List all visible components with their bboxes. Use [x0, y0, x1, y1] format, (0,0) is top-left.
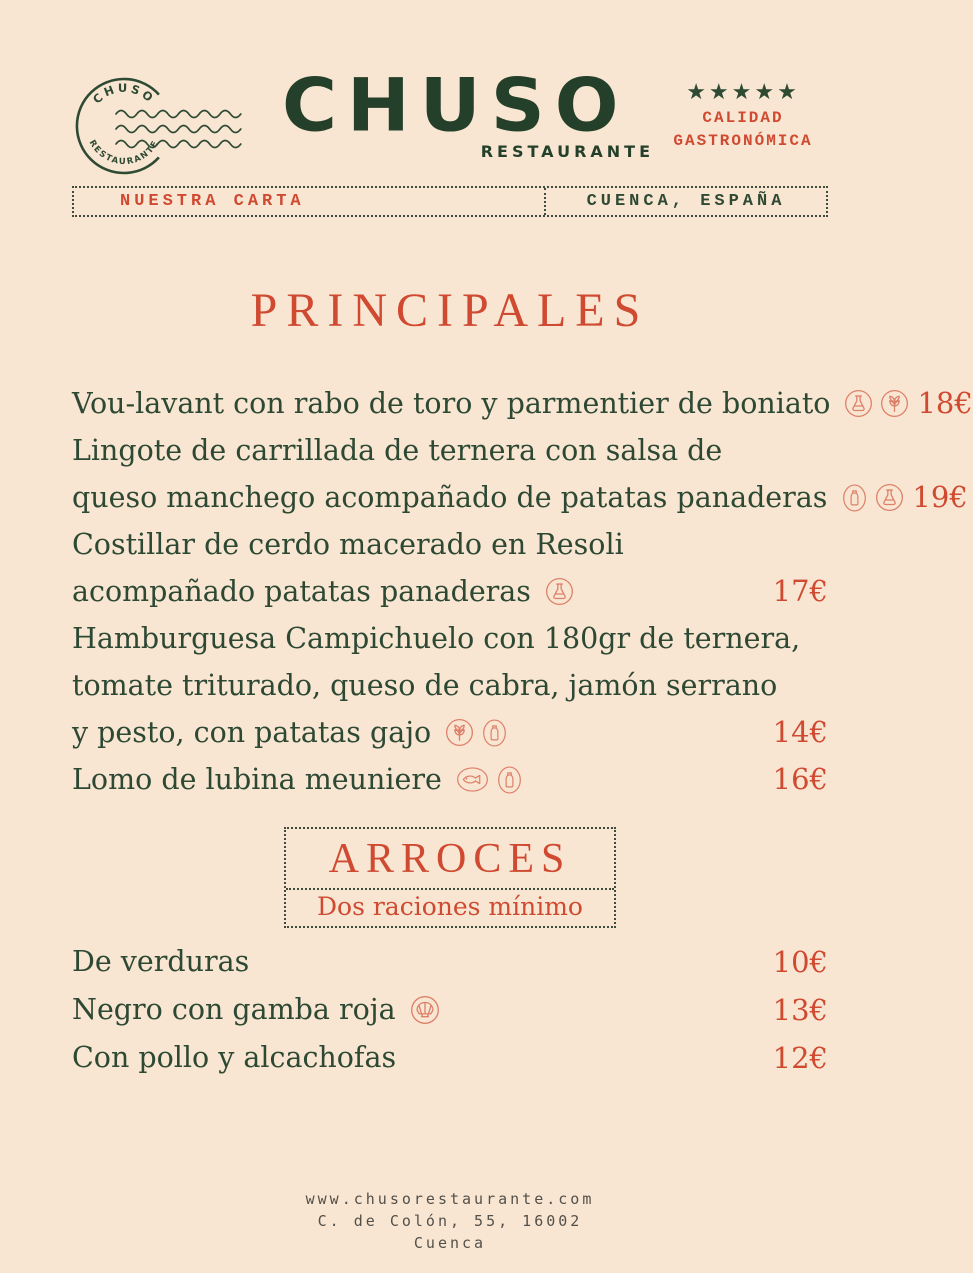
allergen-icons	[545, 577, 574, 606]
svg-text:RESTAURANTE	[87, 138, 162, 167]
menu-item-line	[72, 474, 968, 521]
stamp-waves-icon	[116, 111, 241, 148]
menu-item-line	[72, 521, 828, 568]
menu-item-text: Costillar de cerdo macerado en Resoli	[72, 528, 624, 561]
footer	[72, 1188, 828, 1254]
menu-list-arroces	[72, 938, 828, 1082]
menu-item-text: queso manchego acompañado de patatas panaderas	[72, 481, 828, 514]
header	[72, 0, 828, 186]
menu-item-line	[72, 986, 828, 1034]
menu-item-text: acompañado patatas panaderas	[72, 575, 531, 608]
menu-item-line	[72, 427, 828, 474]
menu-item-price: 18€	[917, 386, 973, 420]
sulfites-flask-icon	[844, 389, 873, 418]
section-title-arroces: ARROCES	[286, 829, 614, 890]
info-bar-right: CUENCA, ESPAÑA	[544, 188, 826, 215]
info-bar	[72, 186, 828, 217]
menu-item-line	[72, 1034, 828, 1082]
allergen-icons	[445, 718, 508, 748]
info-bar-left: NUESTRA CARTA	[120, 192, 305, 211]
mollusc-shell-icon	[410, 995, 440, 1025]
menu-item-text: Vou-lavant con rabo de toro y parmentier de boniato	[72, 387, 831, 420]
menu-item	[72, 938, 828, 986]
menu-item-text: Lingote de carrillada de ternera con salsa de	[72, 434, 723, 467]
quality-line-1: CALIDAD	[702, 109, 784, 127]
gluten-wheat-icon	[445, 718, 474, 747]
menu-item-text: Negro con gamba roja	[72, 993, 396, 1026]
section-principales	[72, 283, 973, 803]
menu-list-principales	[72, 380, 973, 803]
footer-address: C. de Colón, 55, 16002	[317, 1212, 583, 1230]
menu-item-text: Con pollo y alcachofas	[72, 1041, 397, 1074]
menu-item-line	[72, 709, 828, 756]
sulfites-flask-icon	[545, 577, 574, 606]
fish-icon	[456, 766, 489, 793]
menu-item-text: y pesto, con patatas gajo	[72, 716, 432, 749]
menu-item-price: 17€	[772, 574, 828, 608]
stamp-top-text: CHUSO	[89, 81, 158, 107]
menu-item-text: tomate triturado, queso de cabra, jamón serrano	[72, 669, 778, 702]
quality-badge	[658, 70, 828, 150]
menu-item-text: Lomo de lubina meuniere	[72, 763, 442, 796]
menu-item	[72, 427, 968, 521]
sulfites-flask-icon	[875, 483, 904, 512]
lactose-bottle-icon	[481, 718, 508, 748]
menu-item-text: Hamburguesa Campichuelo con 180gr de ternera,	[72, 622, 801, 655]
star-icons: ★★★★★	[686, 80, 800, 105]
menu-item-price: 12€	[772, 1041, 828, 1075]
section-subtitle-arroces: Dos raciones mínimo	[316, 892, 583, 921]
menu-item-line	[72, 615, 828, 662]
menu-item-price: 10€	[772, 945, 828, 979]
allergen-icons	[410, 995, 440, 1025]
stamp-bottom-text: RESTAURANTE	[86, 138, 162, 168]
menu-item	[72, 521, 828, 615]
menu-item-price: 16€	[772, 762, 828, 796]
menu-item	[72, 986, 828, 1034]
gluten-wheat-icon	[880, 389, 909, 418]
allergen-icons	[841, 483, 904, 513]
lactose-bottle-icon	[841, 483, 868, 513]
allergen-icons	[844, 389, 909, 418]
footer-website: www.chusorestaurante.com	[305, 1190, 595, 1208]
menu-item-line	[72, 568, 828, 615]
logo-subtitle: RESTAURANTE	[480, 142, 654, 162]
stamp-logo	[72, 70, 248, 184]
quality-line-2: GASTRONÓMICA	[673, 132, 813, 150]
allergen-icons	[456, 765, 523, 795]
section-title-principales: PRINCIPALES	[250, 284, 650, 337]
logo-title: CHUSO	[282, 61, 629, 149]
arroces-box	[284, 827, 616, 928]
menu-item-price: 13€	[772, 993, 828, 1027]
footer-city: Cuenca	[413, 1234, 487, 1252]
menu-item-line	[72, 380, 973, 427]
menu-item	[72, 380, 973, 427]
section-arroces	[72, 827, 828, 1082]
menu-item-text: De verduras	[72, 945, 250, 978]
menu-item	[72, 615, 828, 756]
menu-item-price: 19€	[912, 480, 968, 514]
menu-item-price: 14€	[772, 715, 828, 749]
menu-item-line	[72, 938, 828, 986]
menu-item-line	[72, 662, 828, 709]
menu-item	[72, 1034, 828, 1082]
logo-block	[282, 61, 658, 162]
menu-item-line	[72, 756, 828, 803]
menu-item	[72, 756, 828, 803]
lactose-bottle-icon	[496, 765, 523, 795]
